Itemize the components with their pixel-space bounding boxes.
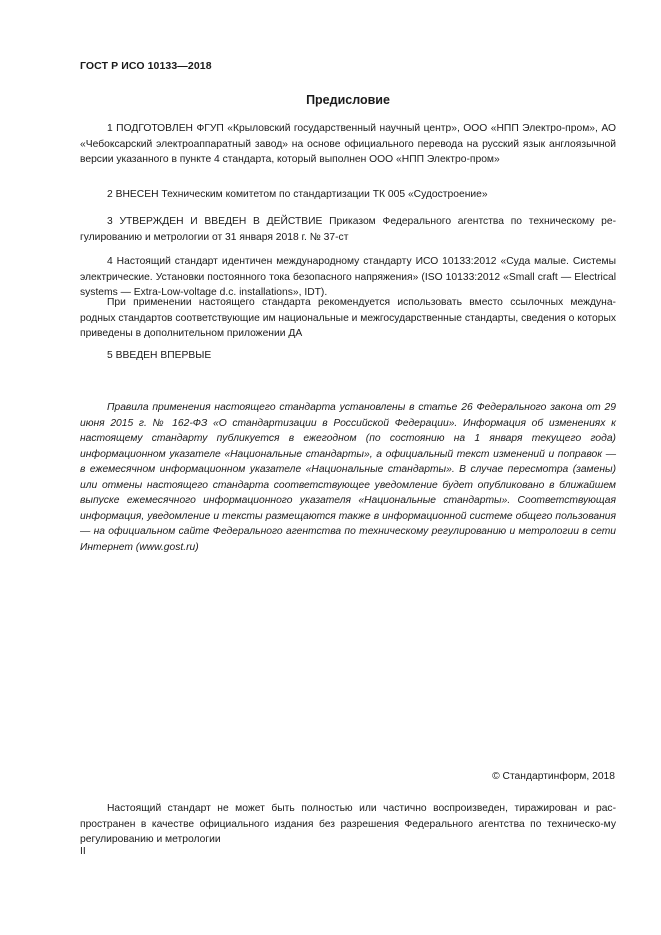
paragraph-introduced-first: 5 ВВЕДЕН ВПЕРВЫЕ bbox=[107, 350, 212, 361]
paragraph-introduced-by: 2 ВНЕСЕН Техническим комитетом по стандартизации ТК 005 «Судостроение» bbox=[107, 189, 488, 200]
paragraph-identical-standard: 4 Настоящий стандарт идентичен международному стандарту ИСО 10133:2012 «Суда малые. Системы электрические. Установки постоянного тока безопасного напряжения» (ISO 10133:2012 «Small craft — Electrical systems — Extra-Low-voltage d.c. installations», IDT). bbox=[80, 256, 616, 298]
paragraph-reference-note: При применении настоящего стандарта рекомендуется использовать вместо ссылочных междуна-родных стандартов соответствующие им национальные и межгосударственные стандарты, сведения о которых приведены в дополнительном приложении ДА bbox=[80, 297, 616, 339]
page-title: Предисловие bbox=[306, 93, 390, 107]
legal-notice: Правила применения настоящего стандарта установлены в статье 26 Федерального закона от 29 июня 2015 г. № 162-ФЗ «О стандартизации в Российской Федерации». Информация об изменениях к настоящему стандарту публикуется в ежегодном (по состоянию на 1 января текущего года) информационном указателе «Национальные стандарты», а официальный текст изменений и поправок — в ежемесячном информационном указателе «Национальные стандарты». В случае пересмотра (замены) или отмены настоящего стандарта соответствующее уведомление будет опубликовано в ближайшем выпуске ежемесячного информационного указателя «Национальные стандарты». Соответствующая информация, уведомление и тексты размещаются также в информационной системе общего пользования — на официальном сайте Федерального агентства по техническому регулированию и метрологии в сети Интернет (www.gost.ru) bbox=[80, 402, 616, 553]
paragraph-approved: 3 УТВЕРЖДЕН И ВВЕДЕН В ДЕЙСТВИЕ Приказом Федерального агентства по техническому ре-гулированию и метрологии от 31 января 2018 г. № 37-ст bbox=[80, 216, 616, 243]
copyright-line: © Стандартинформ, 2018 bbox=[492, 771, 615, 782]
reproduction-notice: Настоящий стандарт не может быть полностью или частично воспроизведен, тиражирован и рас-пространен в качестве официального издания без разрешения Федерального агентства по техническо-му регулированию и метрологии bbox=[80, 803, 616, 845]
standard-code-header: ГОСТ Р ИСО 10133—2018 bbox=[80, 60, 212, 72]
page-number: II bbox=[80, 846, 86, 857]
paragraph-prepared-by: 1 ПОДГОТОВЛЕН ФГУП «Крыловский государственный научный центр», ООО «НПП Электро-пром», АО «Чебоксарский электроаппаратный завод» на основе официального перевода на русский язык англоязычной версии указанного в пункте 4 стандарта, который выполнен ООО «НПП Электро-пром» bbox=[80, 123, 616, 165]
